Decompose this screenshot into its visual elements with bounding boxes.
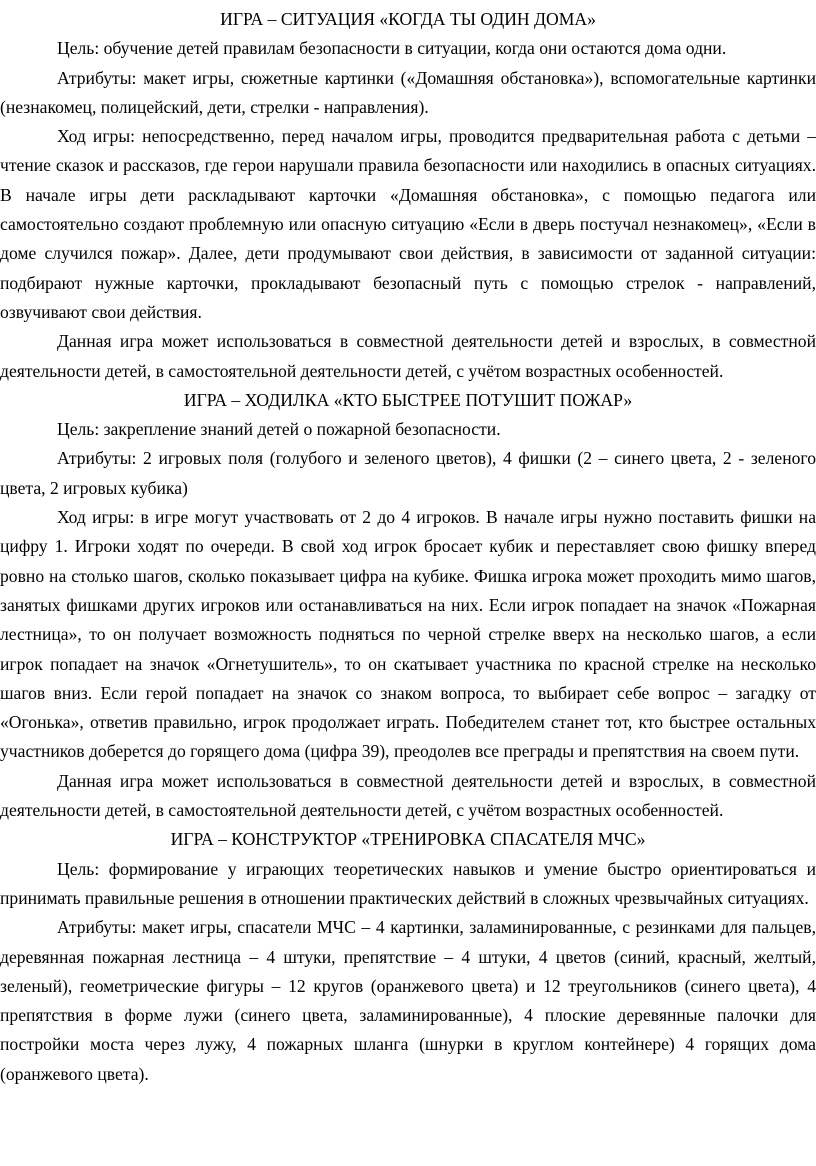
paragraph: Ход игры: в игре могут участвовать от 2 до 4 игроков. В начале игры нужно поставить фишки на цифру 1. Игроки ходят по очереди. В свой ход игрок бросает кубик и переставляет свою фишку вперед ровно на столько шагов, сколько показывает цифра на кубике. Фишка игрока может проходить мимо шагов, занятых фишками других игроков или останавливаться на них. Если игрок попадает на значок «Пожарная лестница», то он получает возможность подняться по черной стрелке вверх на несколько шагов, а если игрок попадает на значок «Огнетушитель», то он скатывает участника по красной стрелке на несколько шагов вниз. Если герой попадает на значок со знаком вопроса, то выбирает себе вопрос – загадку от «Огонька», ответив правильно, игрок продолжает играть. Победителем станет тот, кто быстрее остальных участников доберется до горящего дома (цифра 39), преодолев все преграды и препятствия на своем пути. [0,507,816,762]
paragraph: Атрибуты: 2 игровых поля (голубого и зеленого цветов), 4 фишки (2 – синего цвета, 2 - зеленого цвета, 2 игровых кубика) [0,448,816,498]
paragraph: Ход игры: непосредственно, перед началом игры, проводится предварительная работа с детьми – чтение сказок и рассказов, где герои нарушали правила безопасности или находились в опасных ситуациях. В начале игры дети раскладывают карточки «Домашняя обстановка», с помощью педагога или самостоятельно создают проблемную или опасную ситуацию «Если в дверь постучал незнакомец», «Если в доме случился пожар». Далее, дети продумывают свои действия, в зависимости от заданной ситуации: подбирают нужные карточки, прокладывают безопасный путь с помощью стрелок - направлений, озвучивают свои действия. [0,126,816,322]
paragraph: Данная игра может использоваться в совместной деятельности детей и взрослых, в совместной деятельности детей, в самостоятельной деятельности детей, с учётом возрастных особенностей. [0,331,816,381]
section-title: ИГРА – СИТУАЦИЯ «КОГДА ТЫ ОДИН ДОМА» [220,9,596,29]
paragraph: Цель: обучение детей правилам безопасности в ситуации, когда они остаются дома одни. [57,38,727,59]
paragraph: Данная игра может использоваться в совместной деятельности детей и взрослых, в совместной деятельности детей, в самостоятельной деятельности детей, с учётом возрастных особенностей. [0,770,816,821]
section-title: ИГРА – ХОДИЛКА «КТО БЫСТРЕЕ ПОТУШИТ ПОЖАР» [183,389,633,410]
paragraph: Цель: закрепление знаний детей о пожарной безопасности. [57,419,501,440]
paragraph: Цель: формирование у играющих теоретических навыков и умение быстро ориентироваться и принимать правильные решения в отношении практических действий в сложных чрезвычайных ситуациях. [0,858,816,908]
section-title: ИГРА – КОНСТРУКТОР «ТРЕНИРОВКА СПАСАТЕЛЯ МЧС» [170,829,646,850]
paragraph: Атрибуты: макет игры, сюжетные картинки («Домашняя обстановка»), вспомогательные картинки (незнакомец, полицейский, дети, стрелки - направления). [0,67,816,117]
paragraph: Атрибуты: макет игры, спасатели МЧС – 4 картинки, заламинированные, с резинками для пальцев, деревянная пожарная лестница – 4 штуки, препятствие – 4 штуки, 4 цветов (синий, красный, желтый, зеленый), геометрические фигуры – 12 кругов (оранжевого цвета) и 12 треугольников (синего цвета), 4 препятствия в форме лужи (синего цвета, заламинированные), 4 плоские деревянные палочки для постройки моста через лужу, 4 пожарных шланга (шнурки в круглом контейнере) 4 горящих дома (оранжевого цвета). [0,917,816,1084]
